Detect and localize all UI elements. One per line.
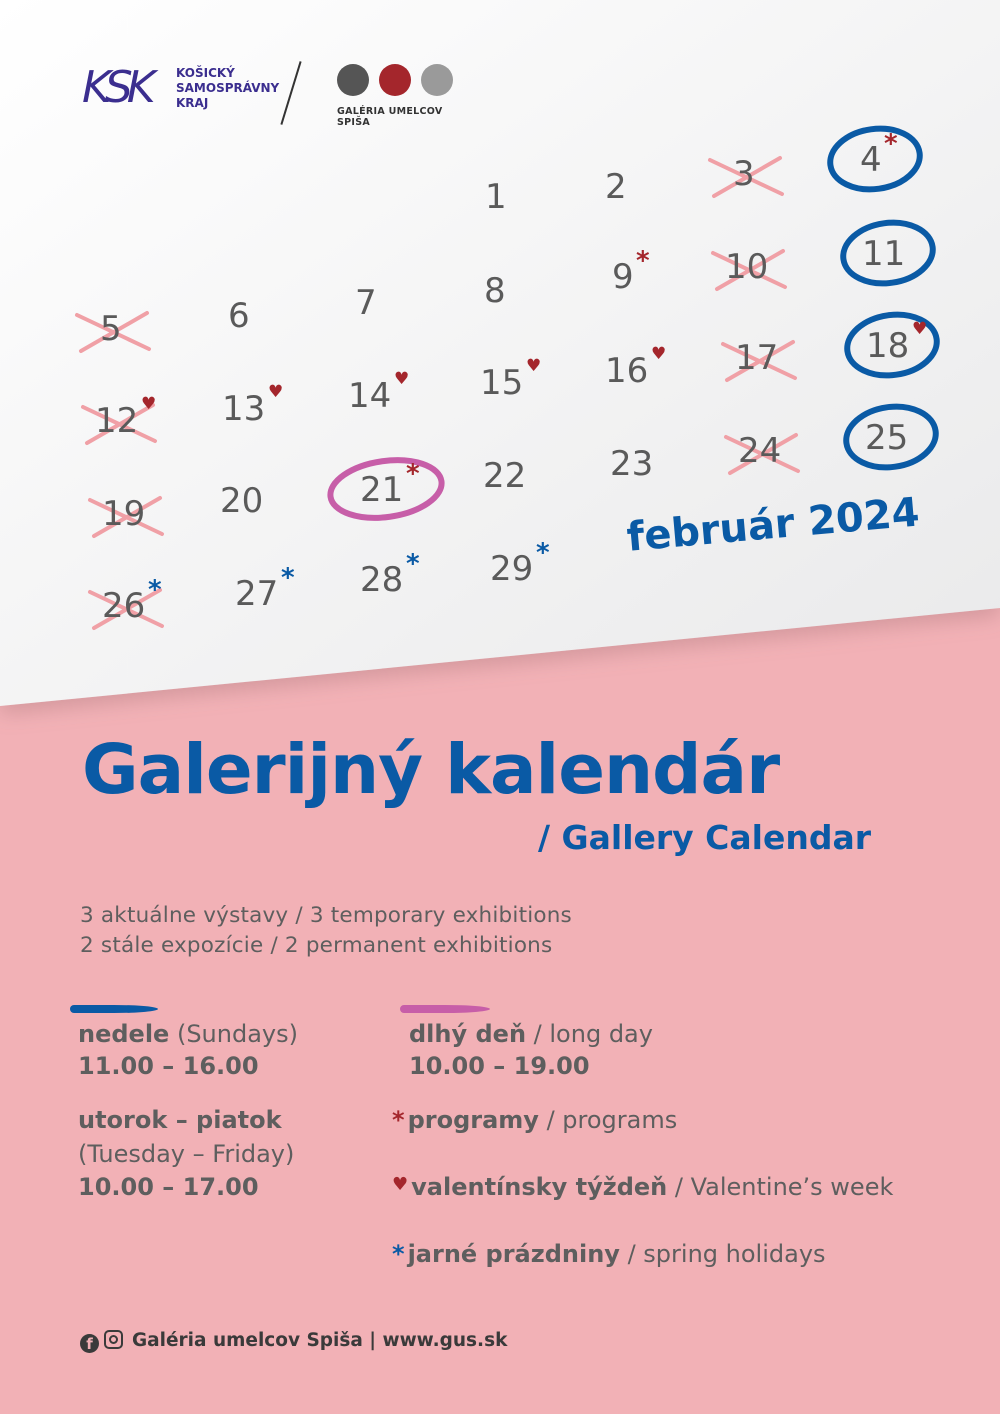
day-21: 21: [360, 470, 404, 510]
day-22: 22: [483, 456, 527, 496]
longday-sk: dlhý deň: [409, 1020, 527, 1048]
weekdays-label: utorok – piatok: [78, 1106, 282, 1134]
gus-caption: GALÉRIA UMELCOV SPIŠA: [337, 106, 443, 128]
blue-star-icon: *: [148, 575, 162, 605]
heart-icon: ♥: [912, 319, 928, 339]
page-subtitle: / Gallery Calendar: [538, 818, 872, 857]
day-24: 24: [738, 431, 782, 471]
legend-valentine: [392, 1175, 893, 1199]
day-12: 12: [95, 401, 139, 441]
heart-icon: ♥: [394, 369, 410, 389]
heart-icon: ♥: [651, 344, 667, 364]
footer: [80, 1330, 507, 1353]
day-3: 3: [733, 154, 755, 194]
day-4: 4: [860, 140, 882, 180]
info-line-temporary: 3 aktuálne výstavy / 3 temporary exhibitions: [80, 903, 572, 928]
blue-brush-stroke: [70, 1005, 158, 1013]
day-1: 1: [485, 177, 507, 217]
instagram-icon[interactable]: [104, 1330, 123, 1349]
day-15: 15: [480, 363, 524, 403]
day-6: 6: [228, 296, 250, 336]
day-8: 8: [484, 271, 506, 311]
valentine-sk: valentínsky týždeň: [411, 1173, 668, 1201]
blue-star-icon: *: [281, 563, 295, 593]
day-28: 28: [360, 560, 404, 600]
legend-spring: [392, 1242, 826, 1266]
spring-sk: jarné prázdniny: [407, 1240, 620, 1268]
day-11: 11: [862, 234, 906, 274]
heart-icon: ♥: [392, 1174, 409, 1195]
day-2: 2: [605, 167, 627, 207]
ksk-line-2: SAMOSPRÁVNY: [176, 81, 280, 95]
month-label: február 2024: [625, 489, 922, 561]
day-27: 27: [235, 574, 279, 614]
longday-time: 10.00 – 19.00: [409, 1052, 590, 1080]
red-star-icon: *: [406, 459, 420, 489]
longday-label: [409, 1022, 653, 1046]
weekdays-time: 10.00 – 17.00: [78, 1173, 259, 1201]
day-18: 18: [866, 326, 910, 366]
spring-en: / spring holidays: [619, 1240, 826, 1268]
blue-star-icon: *: [406, 549, 420, 579]
ksk-logo: KSK: [82, 62, 150, 113]
day-23: 23: [610, 444, 654, 484]
facebook-icon[interactable]: f: [80, 1334, 99, 1353]
sundays-sk: nedele: [78, 1020, 170, 1048]
day-17: 17: [735, 338, 779, 378]
ksk-line-3: KRAJ: [176, 96, 209, 110]
day-16: 16: [605, 351, 649, 391]
blue-star-icon: *: [392, 1240, 405, 1268]
day-26: 26: [102, 586, 146, 626]
weekdays-en: (Tuesday – Friday): [78, 1140, 295, 1168]
day-14: 14: [348, 376, 392, 416]
day-7: 7: [355, 283, 377, 323]
sundays-time: 11.00 – 16.00: [78, 1052, 259, 1080]
heart-icon: ♥: [268, 382, 284, 402]
day-5: 5: [100, 309, 122, 349]
day-13: 13: [222, 389, 266, 429]
day-25: 25: [865, 418, 909, 458]
longday-en: / long day: [526, 1020, 653, 1048]
ksk-line-1: KOŠICKÝ: [176, 66, 235, 80]
sundays-en: (Sundays): [169, 1020, 298, 1048]
day-20: 20: [220, 481, 264, 521]
valentine-en: / Valentine’s week: [667, 1173, 894, 1201]
legend-programs: [392, 1108, 677, 1132]
red-star-icon: *: [884, 129, 898, 159]
day-19: 19: [102, 494, 146, 534]
day-29: 29: [490, 549, 534, 589]
red-star-icon: *: [636, 246, 650, 276]
day-9: 9: [612, 257, 634, 297]
programs-en: / programs: [538, 1106, 678, 1134]
heart-icon: ♥: [526, 356, 542, 376]
blue-star-icon: *: [536, 538, 550, 568]
magenta-brush-stroke: [400, 1005, 490, 1013]
red-star-icon: *: [392, 1106, 405, 1134]
info-line-permanent: 2 stále expozície / 2 permanent exhibitions: [80, 933, 553, 958]
footer-text[interactable]: Galéria umelcov Spiša | www.gus.sk: [132, 1330, 508, 1351]
day-10: 10: [725, 247, 769, 287]
page-title: Galerijný kalendár: [82, 730, 780, 810]
heart-icon: ♥: [141, 394, 157, 414]
sundays-label: [78, 1022, 298, 1046]
programs-sk: programy: [407, 1106, 539, 1134]
